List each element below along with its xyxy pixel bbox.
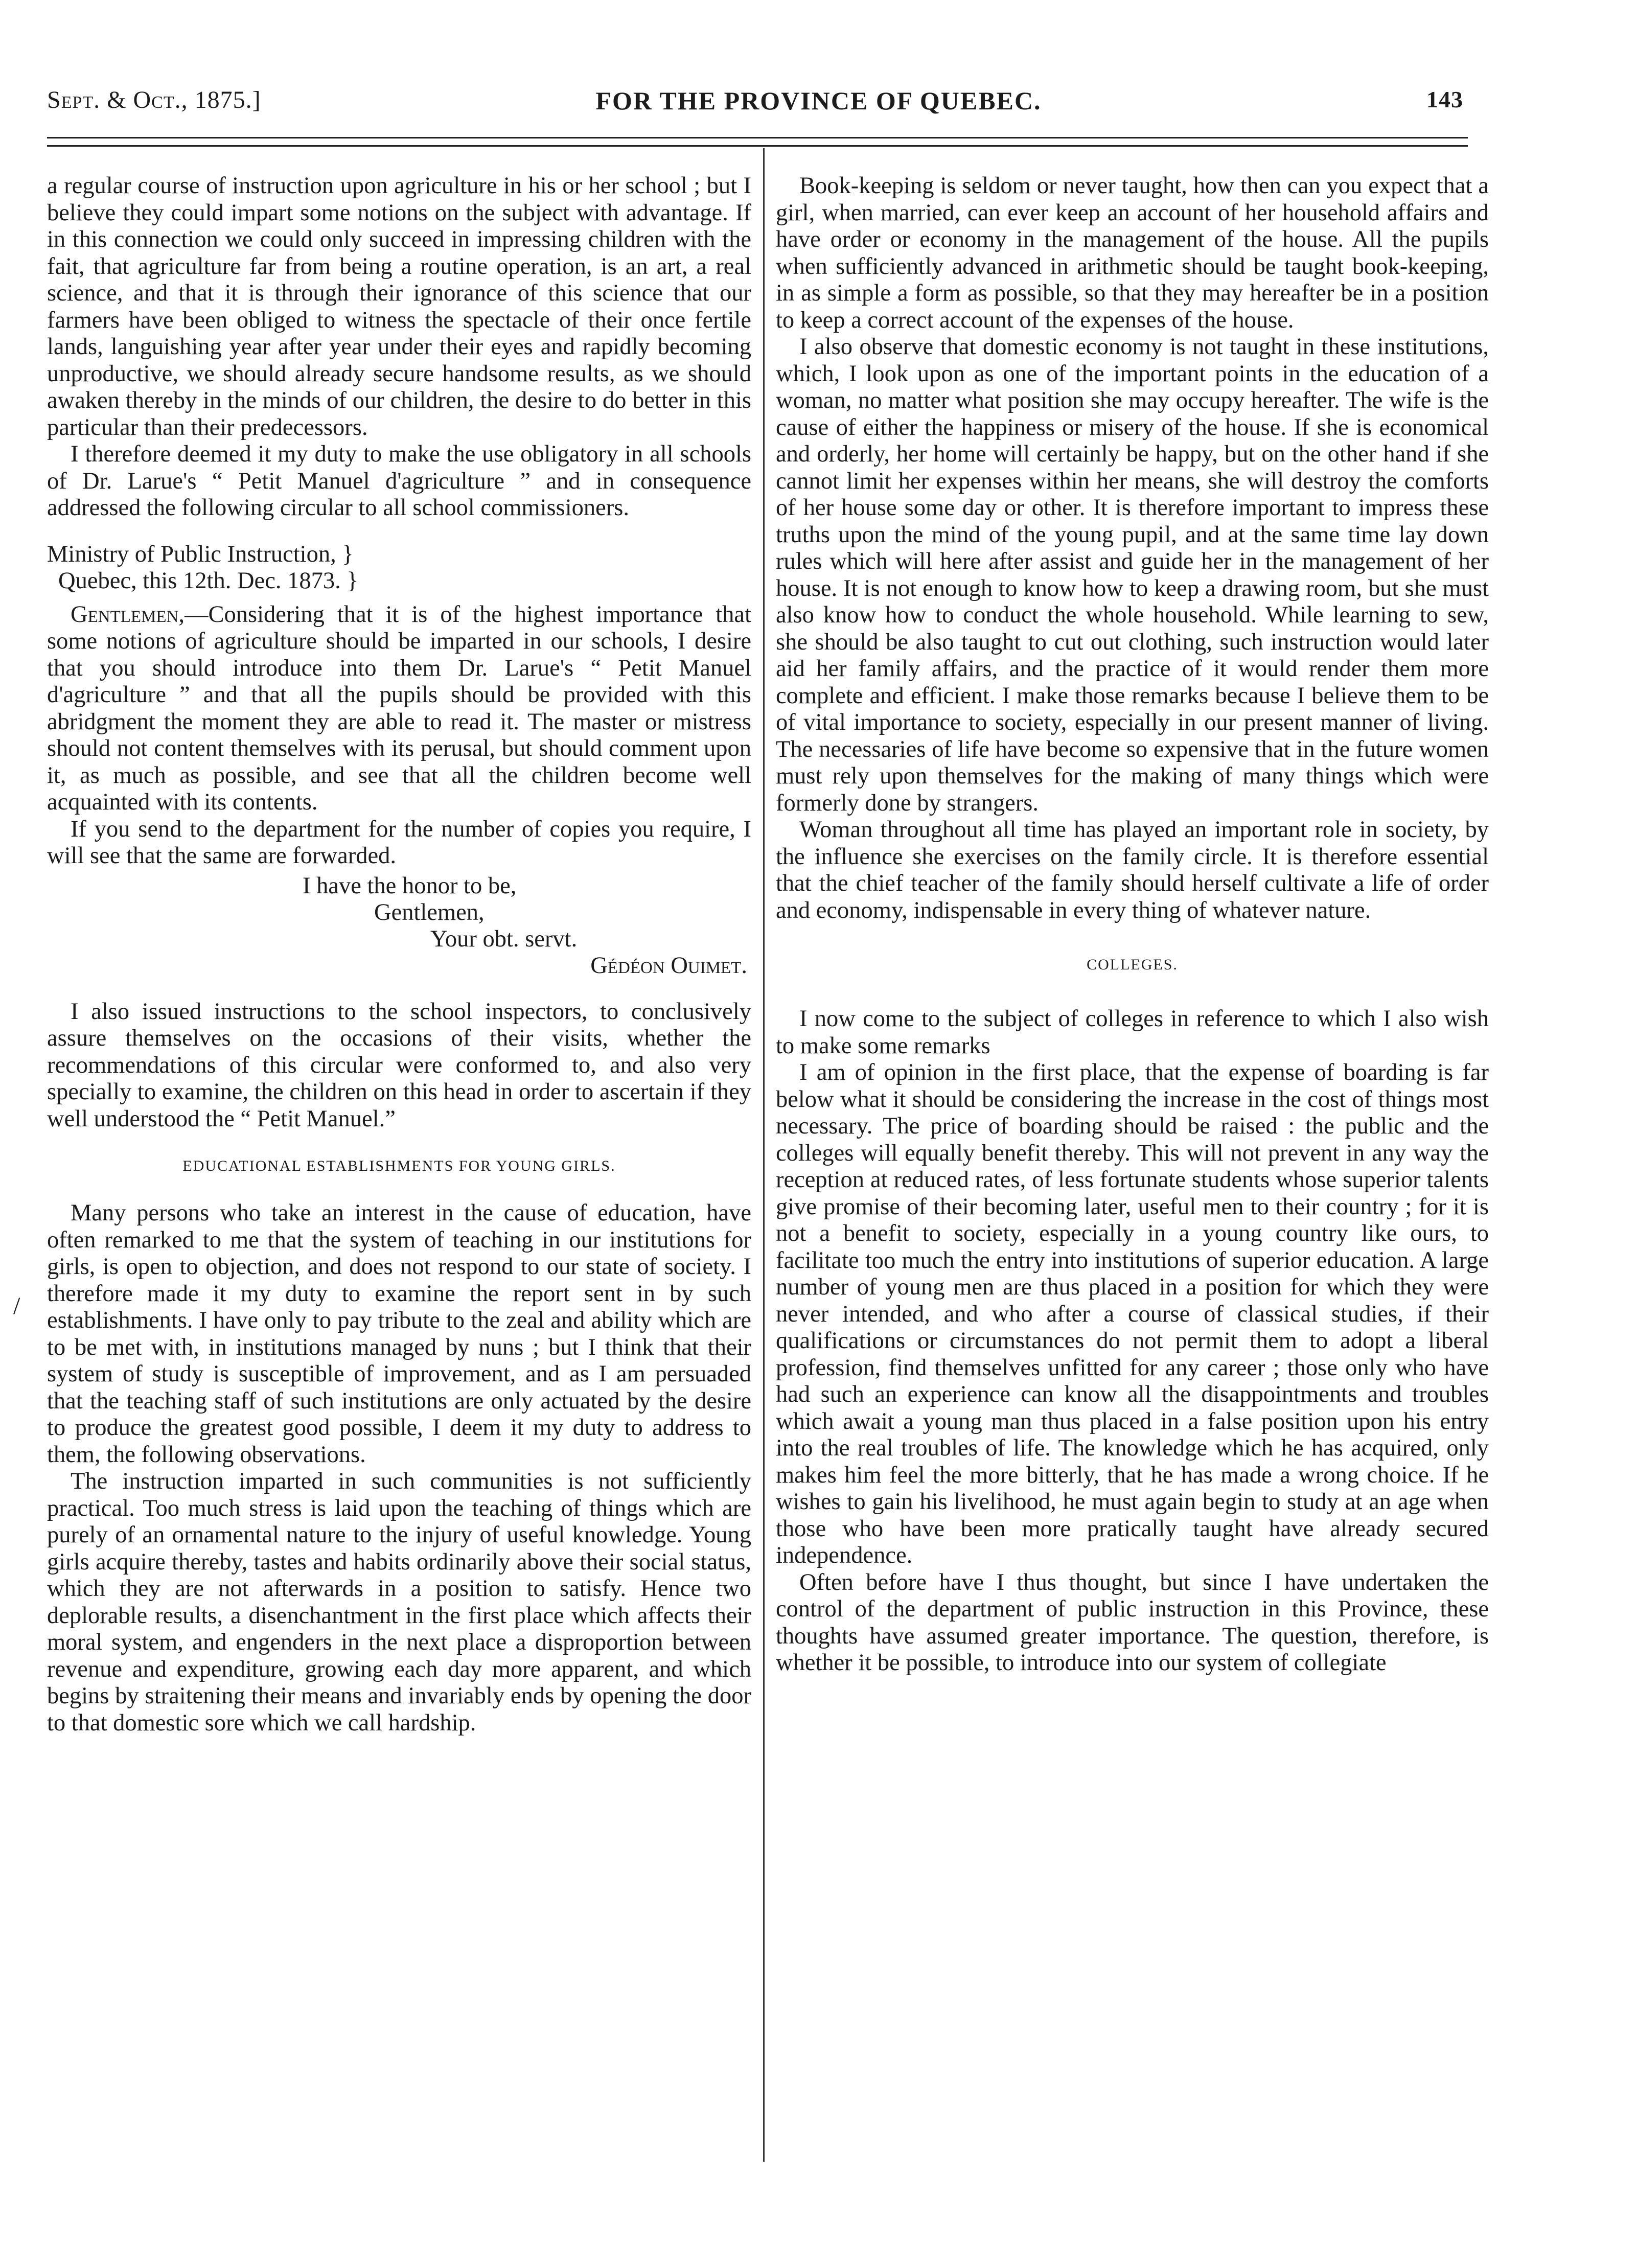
right-column [776,173,1489,1677]
paragraph: Many persons who take an interest in the cause of education, have often remarked to me that the system of teaching in our institutions for girls, is open to objection, and does not respond to our state of society. I therefore made it my duty to examine the report sent in by such establishments. I have only to pay tribute to the zeal and ability which are to be met with, in institutions managed by nuns ; but I think that their system of study is susceptible of improvement, and as I am persuaded that the teaching staff of such institutions are only actuated by the desire to produce the greatest good possible, I deem it my duty to address to them, the following observations. [47,1200,751,1468]
paragraph: I am of opinion in the first place, that the expense of boarding is far below what it should be considering the increase in the cost of things most necessary. The price of boarding should be raised : the public and the colleges will equally benefit thereby. This will not prevent in any way the reception at reduced rates, of less fortunate students whose superior talents give promise of their becoming later, useful men to their country ; for it is not a benefit to society, especially in a young country like ours, to facilitate too much the entry into institutions of superior education. A large number of young men are thus placed in a position for which they were never intended, and who after a course of classical studies, if their qualifications or circumstances do not permit them to adopt a liberal profession, find themselves unfitted for any career ; those only who have had such an experience can know all the disappointments and troubles which await a young man thus placed in a false position upon his entry into the real troubles of life. The knowledge which he has acquired, only makes him feel the more bitterly, that he has made a wrong choice. If he wishes to gain his livelihood, he must again begin to study at an age when those who have been more pratically taught have already secured independence. [776,1059,1489,1568]
paragraph: If you send to the department for the number of copies you require, I will see that the same are forwarded. [47,816,751,869]
circular-paragraph [47,601,751,816]
margin-mark: / [13,1292,20,1320]
address-line: Quebec, this 12th. Dec. 1873. } [58,567,358,594]
signature-line: Gentlemen, [374,899,485,925]
page-number: 143 [1426,86,1463,112]
address-line: Ministry of Public Instruction, } [47,541,354,567]
paragraph: Book-keeping is seldom or never taught, how then can you expect that a girl, when married, can ever keep an account of her household affairs and have order or economy in the management of the house. All the pupils when sufficiently advanced in arithmetic should be taught book-keeping, in as simple a form as possible, so that they may hereafter be in a position to keep a correct account of the expenses of the house. [776,173,1489,333]
signature-line: Your obt. servt. [430,925,578,952]
paragraph: The instruction imparted in such communities is not sufficiently practical. Too much stress is laid upon the teaching of things which are purely of an ornamental nature to the injury of useful knowledge. Young girls acquire thereby, tastes and habits ordinarily above their social status, which they are not afterwards in a position to satisfy. Hence two deplorable results, a disenchantment in the first place which affects their moral system, and engenders in the next place a disproportion between revenue and expenditure, growing each day more apparent, and which begins by straitening their means and invariably ends by opening the door to that domestic sore which we call hardship. [47,1468,751,1736]
circular-text: —Considering that it is of the highest importance that some notions of agriculture should be imparted in our schools, I desire that you should introduce into them Dr. Larue's “ Petit Manuel d'agriculture ” and that all the pupils should be provided with this abridgment the moment they are able to read it. The master or mistress should not content themselves with its perusal, but should comment upon it, as much as possible, and see that all the children become well acquainted with its contents. [47,601,751,815]
signature-name: Gédéon Ouimet. [590,952,747,979]
paragraph: a regular course of instruction upon agriculture in his or her school ; but I believe they could impart some notions on the subject with advantage. If in this connection we could only succeed in impressing children with the fait, that agriculture far from being a routine operation, is an art, a real science, and that it is through their ignorance of this science that our farmers have been obliged to witness the spectacle of their once fertile lands, languishing year after year under their eyes and rapidly becoming unproductive, we should already secure handsome results, as we should awaken thereby in the minds of our children, the desire to do better in this particular than their predecessors. [47,173,751,441]
signature-block [47,873,751,979]
paragraph: I now come to the subject of colleges in reference to which I also wish to make some remarks [776,1006,1489,1059]
header-rule-bottom [47,145,1468,147]
paragraph: I also observe that domestic economy is not taught in these institutions, which, I look upon as one of the important points in the education of a woman, no matter what position she may occupy hereafter. The wife is the cause of either the happiness or misery of the house. If she is economical and orderly, her home will certainly be happy, but on the other hand if she cannot limit her expenses within her means, she will destroy the comforts of her house some day or other. It is therefore important to impress these truths upon the mind of the young pupil, and at the same time lay down rules which will here after assist and guide her in the management of her house. It is not enough to know how to keep a drawing room, but she must also know how to conduct the whole household. While learning to sew, she should be also taught to cut out clothing, such instruction would later aid her family affairs, and the practice of it would render them more complete and efficient. I make those remarks because I believe them to be of vital importance to society, especially in our present manner of living. The necessaries of life have become so expensive that in the future women must rely upon themselves for the making of many things which were formerly done by strangers. [776,334,1489,816]
circular-address [47,541,751,594]
paragraph: Often before have I thus thought, but since I have undertaken the control of the department of public instruction in this Province, these thoughts have assumed greater importance. The question, therefore, is whether it be possible, to introduce into our system of collegiate [776,1569,1489,1676]
left-column [47,173,751,1737]
salutation: Gentlemen, [71,601,185,628]
header-date: Sept. & Oct., 1875.] [47,86,261,113]
paragraph: I also issued instructions to the school inspectors, to conclusively assure themselves on the occasions of their visits, whether the recommendations of this circular were conformed to, and also very specially to examine, the children on this head in order to ascertain if they well understood the “ Petit Manuel.” [47,998,751,1132]
section-heading: EDUCATIONAL ESTABLISHMENTS FOR YOUNG GIRLS. [182,1158,616,1174]
column-divider [763,148,765,2162]
header-title: FOR THE PROVINCE OF QUEBEC. [595,86,1042,115]
paragraph: Woman throughout all time has played an important role in society, by the influence she exercises on the family circle. It is therefore essential that the chief teacher of the family should herself cultivate a life of order and economy, indispensable in every thing of whatever nature. [776,817,1489,923]
section-heading: COLLEGES. [1087,956,1178,973]
signature-line: I have the honor to be, [303,872,517,899]
paragraph: I therefore deemed it my duty to make the use obligatory in all schools of Dr. Larue's “ Petit Manuel d'agriculture ” and in consequence addressed the following circular to all school commissioners. [47,441,751,521]
header-rule-top [47,137,1468,138]
